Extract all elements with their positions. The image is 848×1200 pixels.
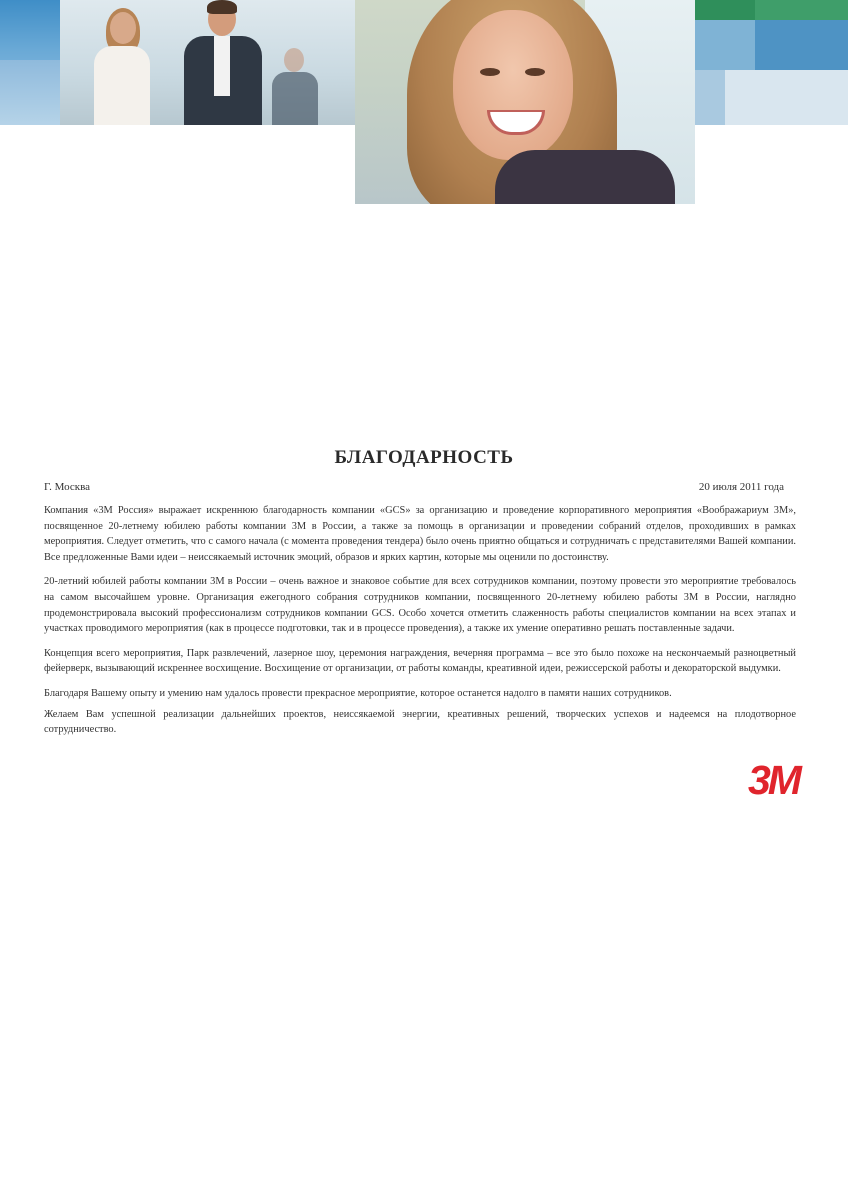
letter-city: Г. Москва [44,481,91,493]
letter-body [44,503,796,747]
letter-paragraph: Желаем Вам успешной реализации дальнейших проектов, неиссякаемой энергии, креативных решений, творческих успехов и надеемся на плодотворное сотрудничество. [44,708,796,736]
photo-person-background [270,48,320,125]
letter-paragraph: Концепция всего мероприятия, Парк развлечений, лазерное шоу, церемония награждения, вечерняя программа – все это было похоже на нескончаемый разноцветный фейерверк, вызывающий искреннее восхищение. Восхищение от организации, от работы команды, креативной идеи, режиссерской работы и декораторской выдумки. [44,647,796,675]
business-people-photo [60,0,355,125]
letter-date: 20 июля 2011 года [698,481,784,493]
3m-logo: 3M [748,757,799,803]
photo-person-man [180,0,260,125]
photo-person-woman [90,12,150,125]
banner-right-tiles [695,0,848,125]
letter-paragraph: Компания «3М Россия» выражает искреннюю благодарность компании «GCS» за организацию и проведение корпоративного мероприятия «Воображариум 3М», посвященное 20-летнему юбилею работы компании 3М в России, а также за помощь в организации и проведении собраний отделов, проходивших в рамках мероприятия. Следует отметить, что с самого начала (с момента проведения тендера) было очень приятно общаться и сотрудничать с представителями Вашей компании. Все предложенные Вами идеи – неиссякаемый источник эмоций, образов и ярких картин, которые мы оценили по достоинству. [44,505,796,563]
banner-left-tiles [0,0,355,125]
letter-title: БЛАГОДАРНОСТЬ [334,447,514,468]
letter-paragraph: 20-летний юбилей работы компании 3М в России – очень важное и знаковое событие для всех сотрудников компании, поэтому провести это мероприятие требовалось на самом высочайшем уровне. Организация ежегодного собрания сотрудников компании, посвященного 20-летнему юбилею работы 3М в России, наглядно продемонстрировала высокий профессионализм сотрудников компании GCS. Особо хочется отметить слаженность работы специалистов компании на всех этапах и участках проводимого мероприятия (как в процессе подготовки, так и в процессе проведения), а также их умение оперативно решать поставленные задачи. [44,576,796,635]
banner-tile [0,60,60,125]
letter-paragraph: Благодаря Вашему опыту и умению нам удалось провести прекрасное мероприятие, которое останется надолго в памяти наших сотрудников. [44,687,672,699]
smiling-woman-photo [355,0,695,204]
header-photo-banner [0,0,848,205]
